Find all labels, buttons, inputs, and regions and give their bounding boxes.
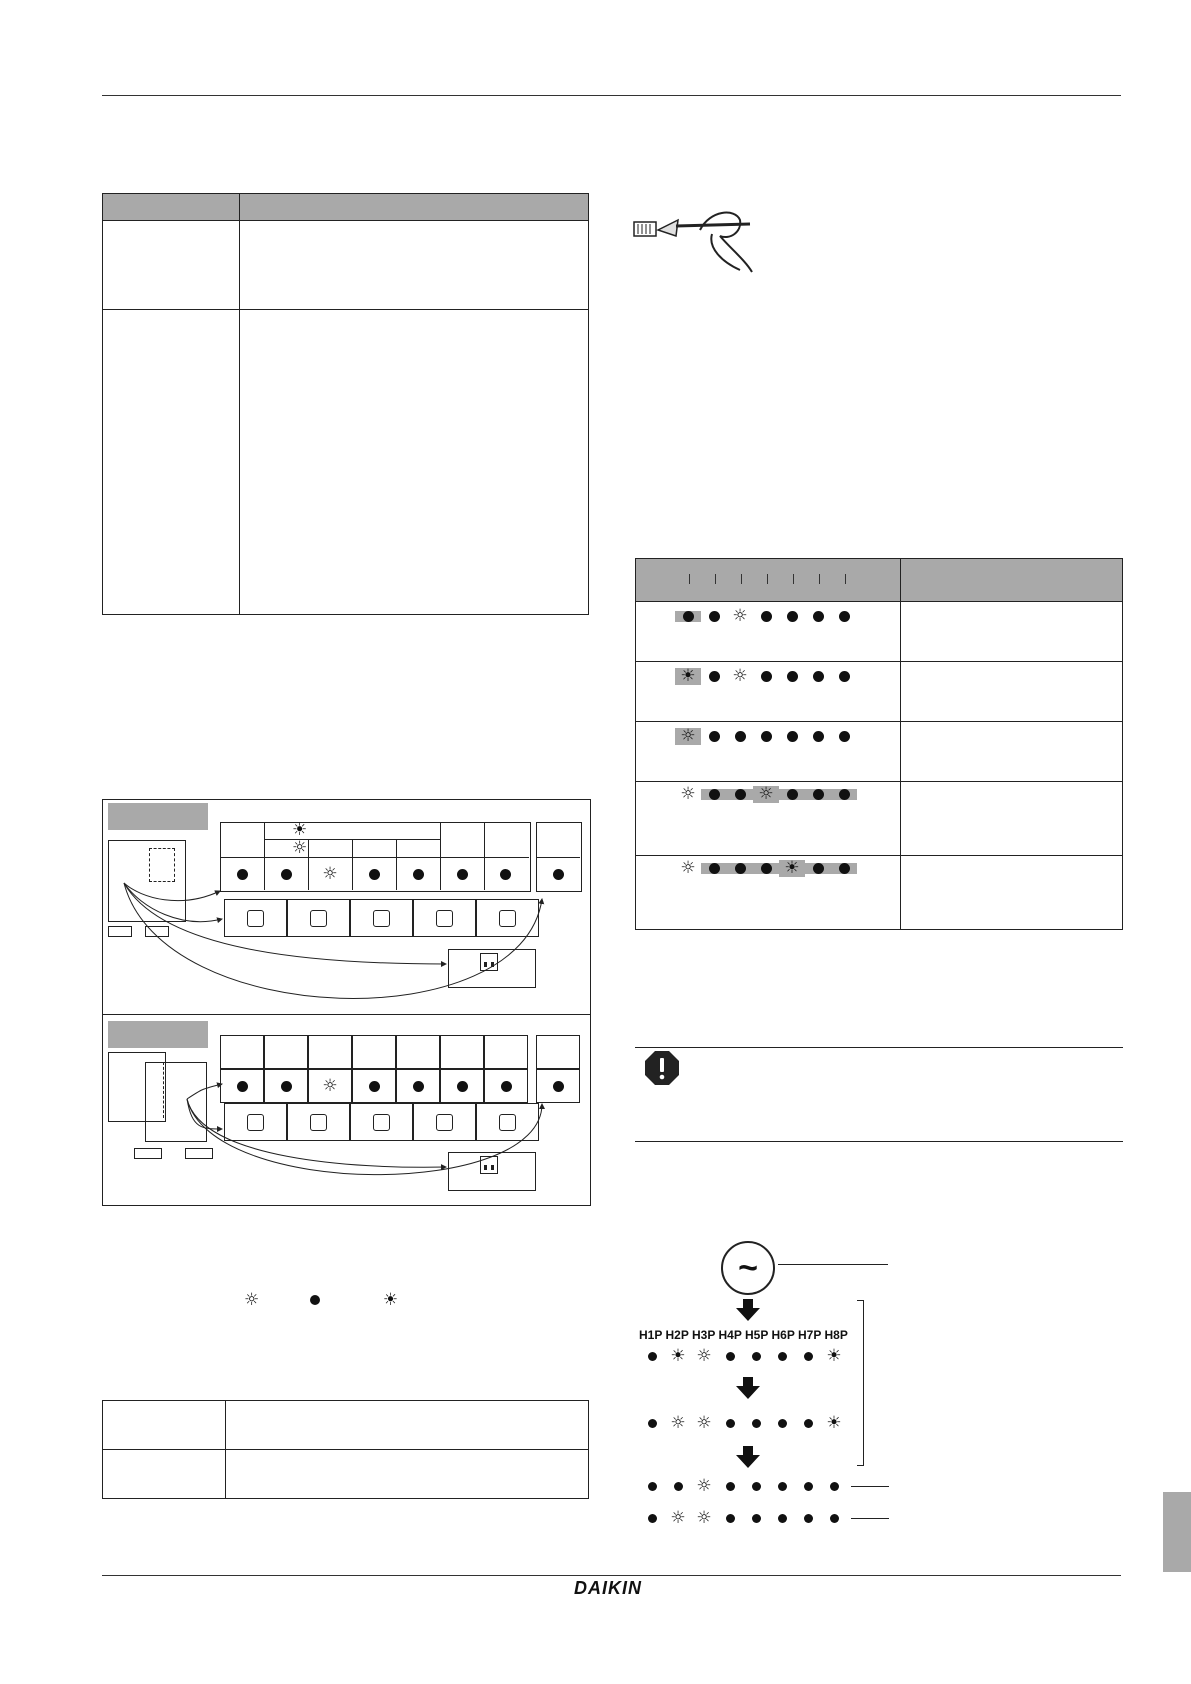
led-blink-icon: ☀ <box>826 1412 842 1433</box>
notice-bottom-rule <box>635 1141 1123 1142</box>
header-rule <box>102 95 1121 96</box>
led-off-icon <box>648 1514 657 1523</box>
footer-rule <box>102 1575 1121 1576</box>
led-on-icon: ☼ <box>322 863 338 884</box>
led-off-icon <box>804 1352 813 1361</box>
writing-hand-icon <box>630 200 756 278</box>
flow-bracket <box>857 1300 864 1466</box>
led-off-icon <box>830 1514 839 1523</box>
led-blink-icon: ☀ <box>779 860 805 877</box>
led-off-icon <box>787 731 798 742</box>
diagram-arrows <box>102 799 590 1204</box>
led-blink-icon: ☀ <box>826 1345 842 1366</box>
flow-labels <box>639 1328 851 1342</box>
led-off-icon <box>726 1482 735 1491</box>
flow-step-3 <box>639 1476 847 1496</box>
led-on-icon: ☼ <box>696 1412 712 1433</box>
down-arrow-icon <box>736 1377 760 1399</box>
led-on-icon: ☼ <box>322 1075 338 1096</box>
led-off-icon <box>761 731 772 742</box>
led-off-icon <box>648 1352 657 1361</box>
callout-line <box>851 1518 889 1519</box>
legend-on-icon: ☼ <box>244 1290 260 1310</box>
led-off-icon <box>752 1352 761 1361</box>
power-circle <box>721 1241 775 1295</box>
led-off-icon <box>830 1482 839 1491</box>
led-off-icon <box>804 1514 813 1523</box>
led-state-row <box>637 726 899 746</box>
info-table-bottom-left <box>102 1400 589 1499</box>
flow-label-h6p: H6P <box>771 1328 795 1342</box>
led-off-icon <box>778 1419 787 1428</box>
led-off-icon <box>839 611 850 622</box>
led-off-icon <box>648 1482 657 1491</box>
flow-label-h4p: H4P <box>718 1328 742 1342</box>
led-off-icon <box>787 611 798 622</box>
flow-step-2 <box>639 1413 847 1433</box>
led-off-icon <box>735 731 746 742</box>
column-ticks <box>637 574 899 586</box>
legend-blink-icon: ☀ <box>292 820 308 840</box>
led-off-icon <box>839 863 850 874</box>
led-on-icon: ☼ <box>753 786 779 803</box>
led-off-icon <box>683 611 694 622</box>
notice-top-rule <box>635 1047 1123 1048</box>
led-on-icon: ☼ <box>696 1475 712 1496</box>
legend-blink-icon: ☀ <box>382 1290 399 1310</box>
flow-label-h7p: H7P <box>798 1328 822 1342</box>
led-off-icon <box>778 1352 787 1361</box>
led-on-icon: ☼ <box>670 1412 686 1433</box>
led-off-icon <box>648 1419 657 1428</box>
flow-label-h5p: H5P <box>745 1328 769 1342</box>
led-off-icon <box>709 789 720 800</box>
legend-line <box>244 1290 398 1310</box>
flow-label-h2p: H2P <box>665 1328 689 1342</box>
led-off-icon <box>709 863 720 874</box>
led-off-icon <box>709 731 720 742</box>
led-on-icon: ☼ <box>675 728 701 745</box>
led-off-icon <box>813 611 824 622</box>
led-off-icon <box>752 1419 761 1428</box>
led-on-icon: ☼ <box>696 1345 712 1366</box>
led-state-row <box>637 666 899 686</box>
flow-label-h3p: H3P <box>692 1328 716 1342</box>
legend-on-icon: ☼ <box>292 838 308 858</box>
led-state-row <box>637 606 899 626</box>
led-on-icon: ☼ <box>680 783 696 804</box>
led-off-icon <box>813 671 824 682</box>
led-off-icon <box>778 1514 787 1523</box>
info-table-top-left <box>102 193 589 615</box>
led-off-icon <box>761 863 772 874</box>
flow-label-h8p: H8P <box>824 1328 848 1342</box>
daikin-logo: DAIKIN <box>574 1578 642 1598</box>
led-off-icon <box>778 1482 787 1491</box>
flow-label-h1p: H1P <box>639 1328 663 1342</box>
led-off-icon <box>787 789 798 800</box>
led-on-icon: ☼ <box>680 857 696 878</box>
led-on-icon: ☼ <box>732 605 748 626</box>
led-off-icon <box>813 863 824 874</box>
led-off-icon <box>813 731 824 742</box>
led-off-icon <box>735 789 746 800</box>
chapter-tab <box>1163 1492 1191 1572</box>
led-off-icon <box>839 731 850 742</box>
down-arrow-icon <box>736 1446 760 1468</box>
flow-step-4 <box>639 1508 847 1528</box>
legend-off-icon <box>310 1295 320 1305</box>
led-off-icon <box>761 611 772 622</box>
led-off-icon <box>839 789 850 800</box>
led-on-icon: ☼ <box>696 1507 712 1528</box>
led-on-icon: ☼ <box>670 1507 686 1528</box>
led-off-icon <box>804 1482 813 1491</box>
led-off-icon <box>752 1514 761 1523</box>
led-off-icon <box>709 611 720 622</box>
led-off-icon <box>752 1482 761 1491</box>
led-blink-icon: ☀ <box>675 668 701 685</box>
led-off-icon <box>726 1352 735 1361</box>
led-status-table <box>635 558 1123 930</box>
led-off-icon <box>726 1514 735 1523</box>
led-off-icon <box>735 863 746 874</box>
callout-line <box>851 1486 889 1487</box>
led-off-icon <box>674 1482 683 1491</box>
led-off-icon <box>761 671 772 682</box>
down-arrow-icon <box>736 1299 760 1321</box>
led-state-row <box>637 784 899 804</box>
led-off-icon <box>804 1419 813 1428</box>
tilde-symbol: ~ <box>738 1248 758 1287</box>
led-blink-icon: ☀ <box>670 1345 686 1366</box>
warning-icon <box>644 1050 680 1086</box>
led-off-icon <box>726 1419 735 1428</box>
flow-step-1 <box>639 1346 847 1366</box>
led-off-icon <box>839 671 850 682</box>
led-off-icon <box>813 789 824 800</box>
led-off-icon <box>709 671 720 682</box>
led-off-icon <box>787 671 798 682</box>
led-state-row <box>637 858 899 878</box>
led-on-icon: ☼ <box>732 665 748 686</box>
callout-line <box>778 1264 888 1265</box>
